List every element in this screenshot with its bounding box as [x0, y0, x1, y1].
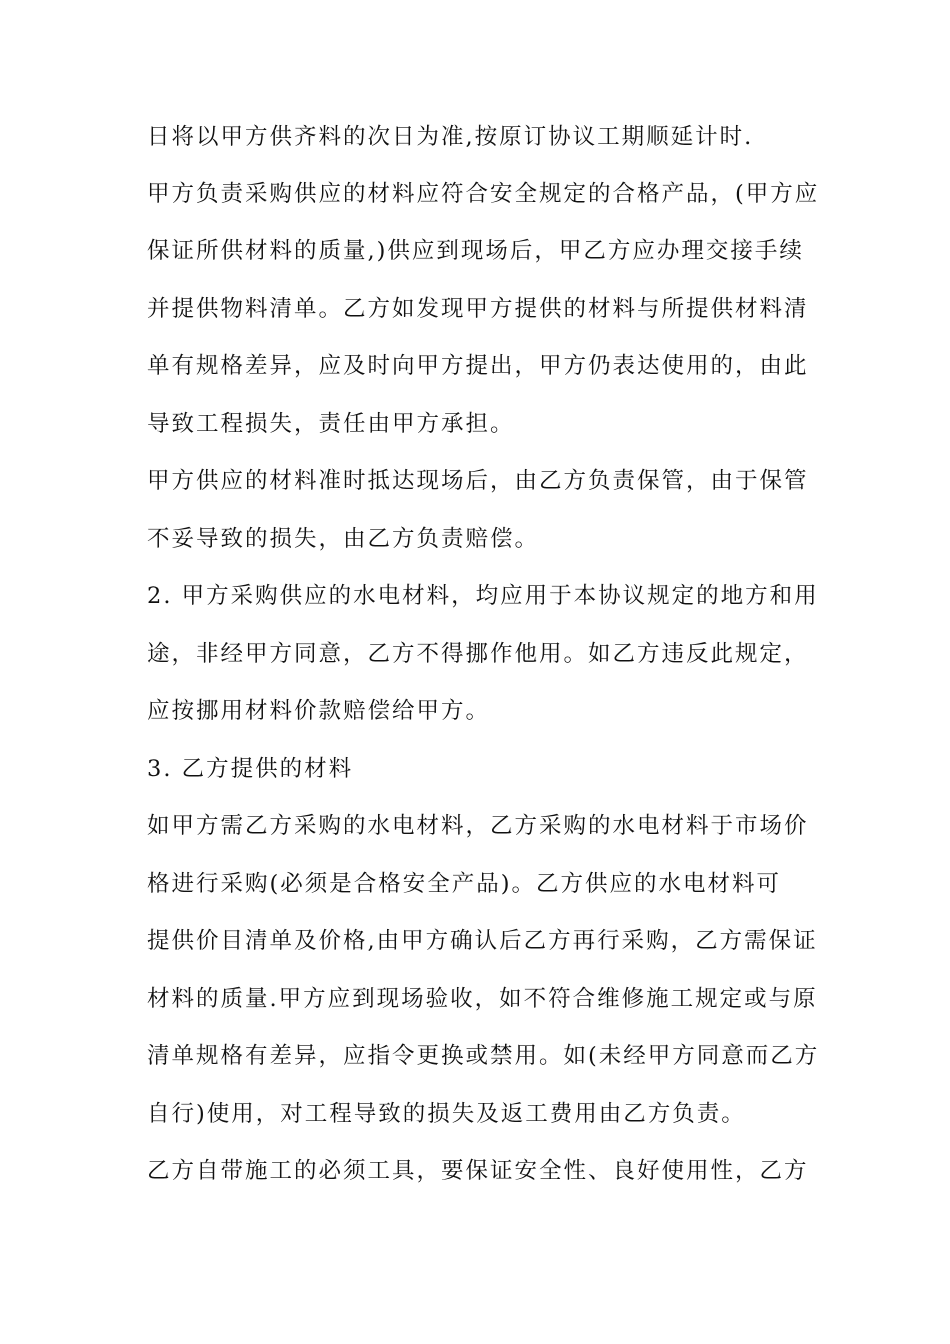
text-line-14: 格进行采购(必须是合格安全产品)。乙方供应的水电材料可 [147, 871, 782, 897]
text-line-17: 清单规格有差异，应指令更换或禁用。如(未经甲方同意而乙方 [147, 1043, 820, 1069]
text-line-5: 单有规格差异，应及时向甲方提出，甲方仍表达使用的，由此 [147, 353, 809, 379]
text-line-3: 保证所供材料的质量,)供应到现场后，甲乙方应办理交接手续 [147, 238, 804, 264]
text-line-10: 途，非经甲方同意，乙方不得挪作他用。如乙方违反此规定， [147, 641, 809, 667]
text-line-12: 3. 乙方提供的材料 [147, 756, 354, 782]
text-line-9: 2. 甲方采购供应的水电材料，均应用于本协议规定的地方和用 [147, 583, 819, 609]
text-line-15: 提供价目清单及价格,由甲方确认后乙方再行采购，乙方需保证 [147, 928, 818, 954]
text-line-6: 导致工程损失，责任由甲方承担。 [147, 411, 515, 437]
text-line-19: 乙方自带施工的必须工具，要保证安全性、良好使用性，乙方 [147, 1158, 809, 1184]
text-line-2: 甲方负责采购供应的材料应符合安全规定的合格产品，(甲方应 [147, 181, 820, 207]
text-line-18: 自行)使用，对工程导致的损失及返工费用由乙方负责。 [147, 1101, 746, 1127]
text-line-4: 并提供物料清单。乙方如发现甲方提供的材料与所提供材料清 [147, 296, 809, 322]
text-line-7: 甲方供应的材料准时抵达现场后，由乙方负责保管，由于保管 [147, 468, 809, 494]
text-line-8: 不妥导致的损失，由乙方负责赔偿。 [147, 526, 540, 552]
text-line-13: 如甲方需乙方采购的水电材料，乙方采购的水电材料于市场价 [147, 813, 809, 839]
text-line-16: 材料的质量.甲方应到现场验收，如不符合维修施工规定或与原 [147, 986, 818, 1012]
text-line-11: 应按挪用材料价款赔偿给甲方。 [147, 698, 491, 724]
text-line-1: 日将以甲方供齐料的次日为准,按原订协议工期顺延计时. [147, 124, 754, 150]
